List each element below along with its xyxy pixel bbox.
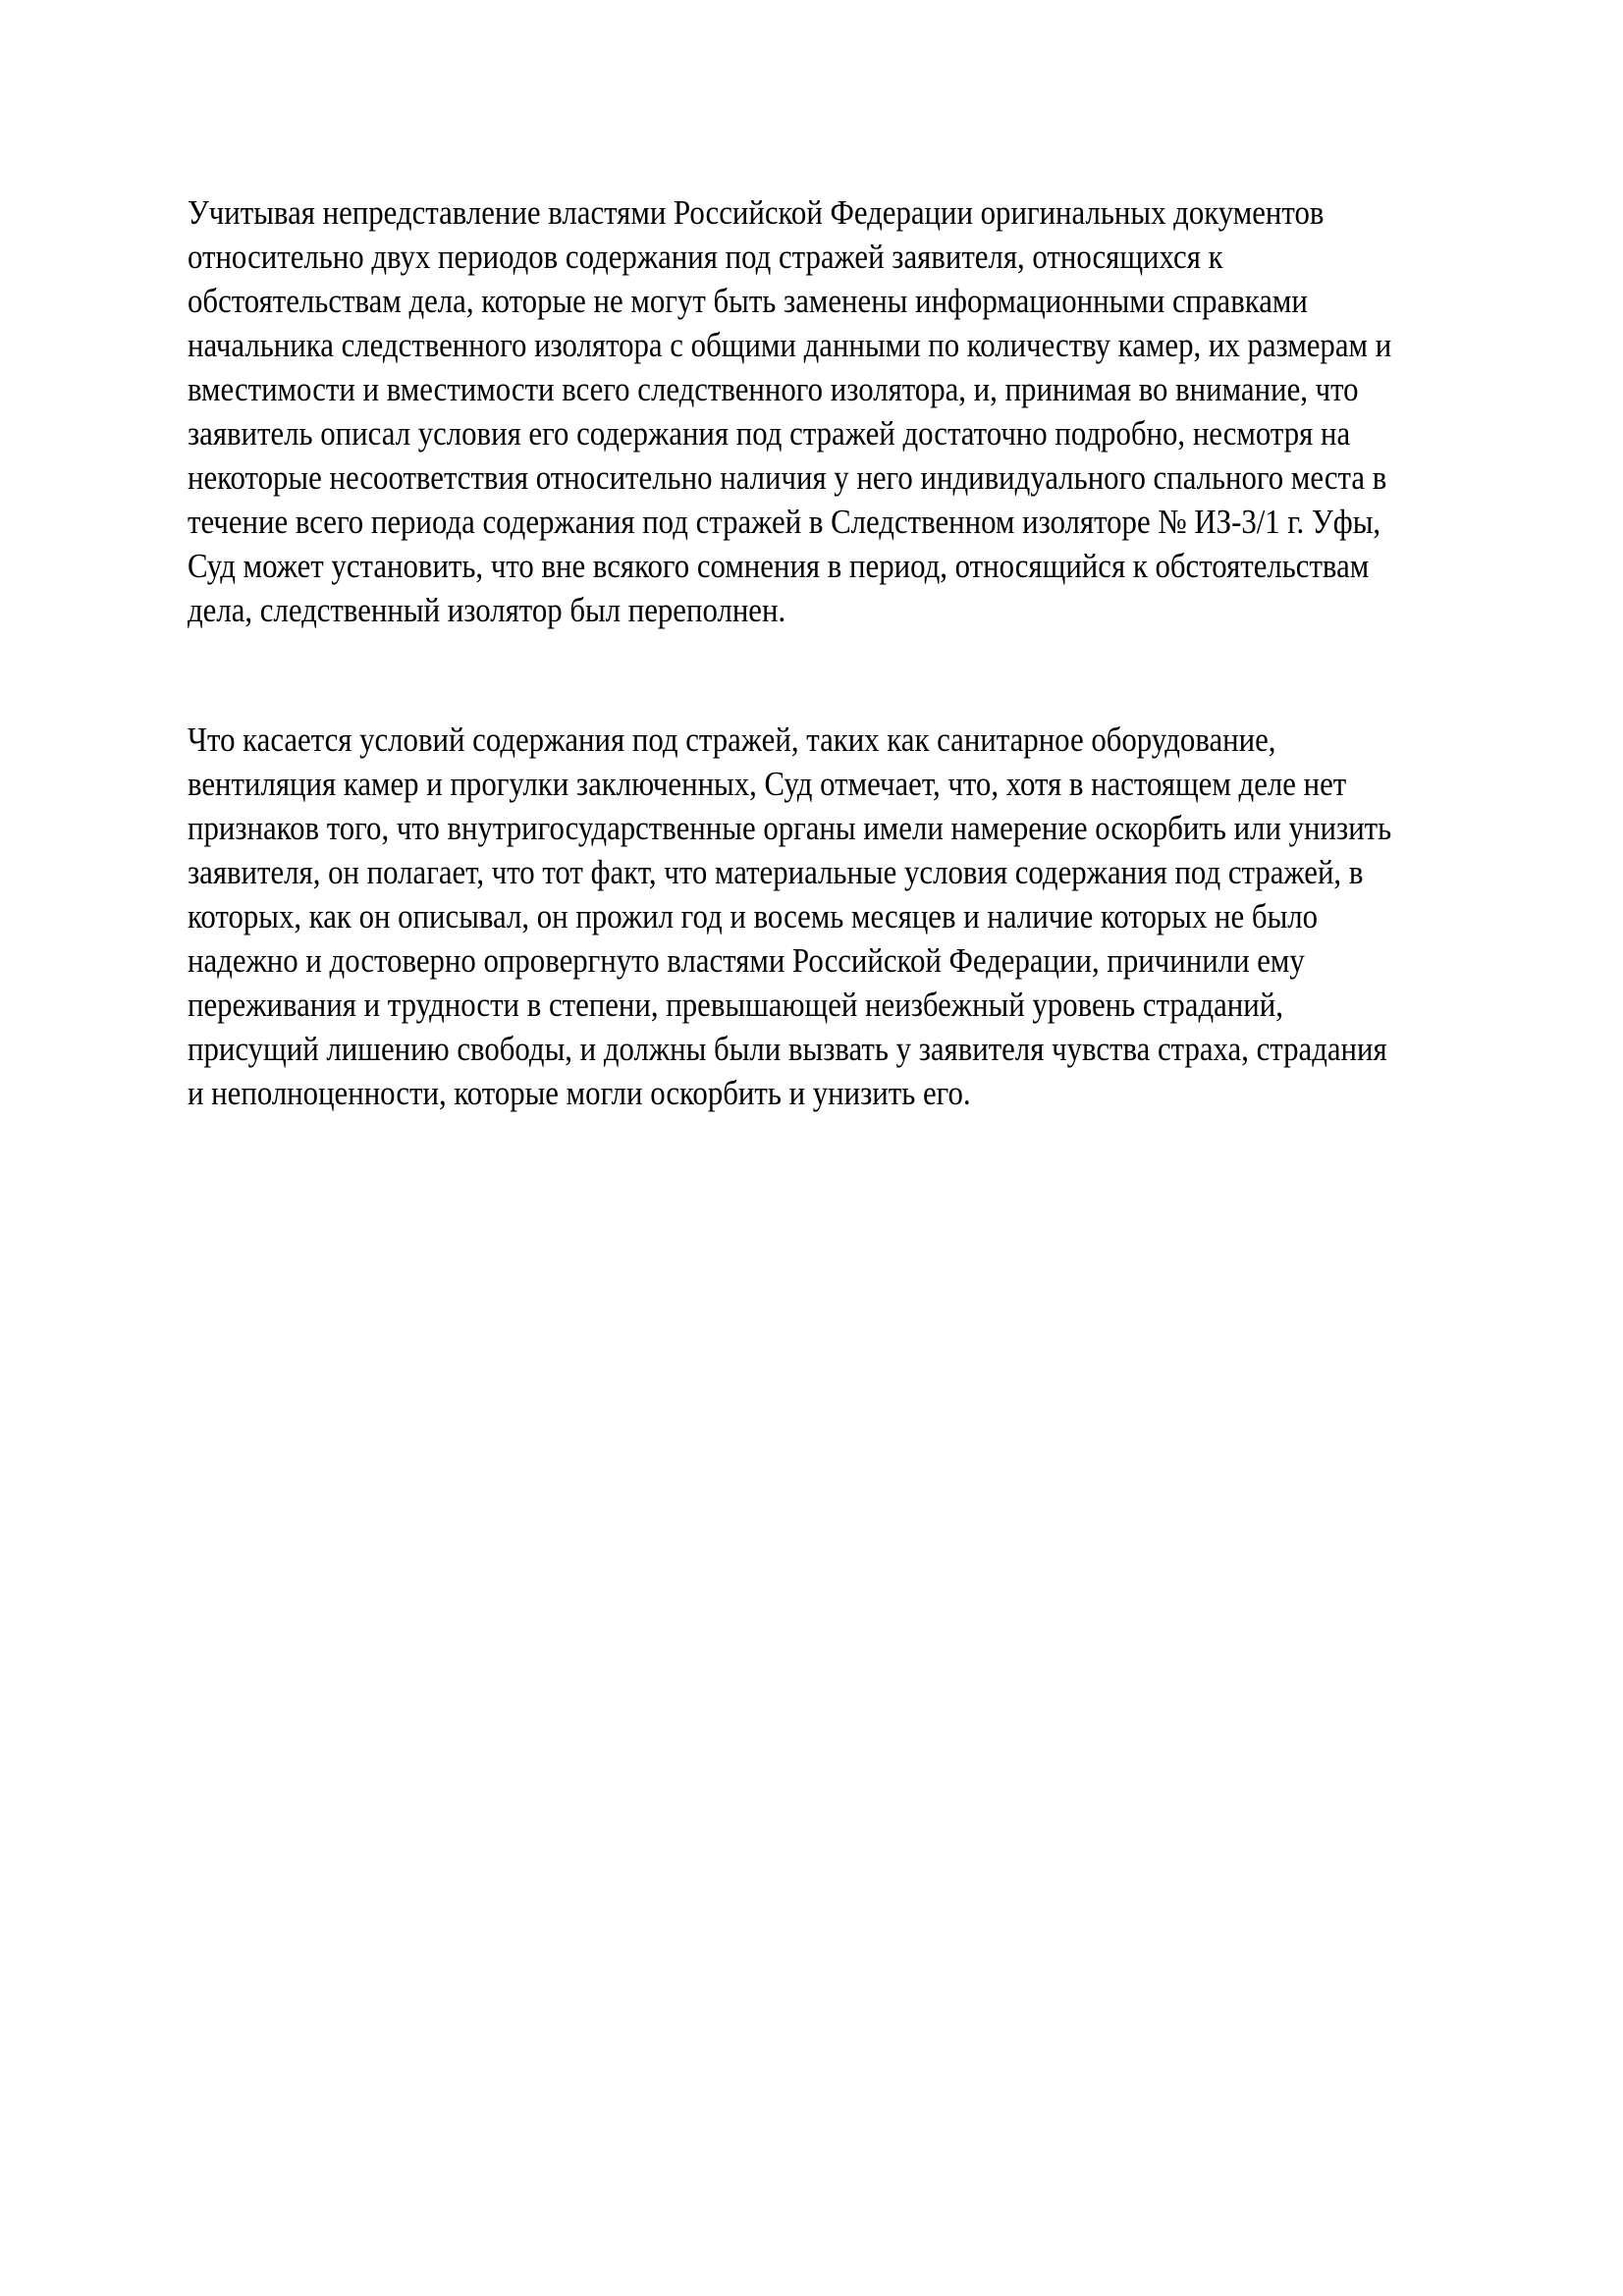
text-line: дела, следственный изолятор был переполнен. <box>188 591 786 629</box>
text-line: присущий лишению свободы, и должны были вызвать у заявителя чувства страха, страдания <box>188 1030 1387 1068</box>
paragraph-overcrowding <box>188 190 1391 632</box>
text-line: некоторые несоответствия относительно наличия у него индивидуального спального места в <box>188 458 1387 497</box>
text-line: признаков того, что внутригосударственные органы имели намерение оскорбить или унизить <box>188 809 1392 847</box>
text-line: заявитель описал условия его содержания под стражей достаточно подробно, несмотря на <box>188 414 1351 453</box>
text-line: начальника следственного изолятора с общими данными по количеству камер, их размерам и <box>188 326 1392 364</box>
text-line: вместимости и вместимости всего следственного изолятора, и, принимая во внимание, что <box>188 370 1359 408</box>
text-line: течение всего периода содержания под стражей в Следственном изоляторе № ИЗ-3/1 г. Уфы, <box>188 503 1381 541</box>
text-line: которых, как он описывал, он прожил год и восемь месяцев и наличие которых не было <box>188 897 1319 935</box>
text-line: переживания и трудности в степени, превышающей неизбежный уровень страданий, <box>188 986 1283 1024</box>
paragraph-conditions <box>188 718 1391 1115</box>
text-line: Учитывая непредставление властями Российской Федерации оригинальных документов <box>188 193 1325 232</box>
text-line: и неполноценности, которые могли оскорбить и унизить его. <box>188 1074 971 1112</box>
text-line: Суд может установить, что вне всякого сомнения в период, относящийся к обстоятельствам <box>188 547 1370 585</box>
text-line: Что касается условий содержания под стражей, таких как санитарное оборудование, <box>188 721 1276 759</box>
text-line: заявителя, он полагает, что тот факт, что материальные условия содержания под стражей, в <box>188 853 1364 891</box>
text-line: вентиляция камер и прогулки заключенных, Суд отмечает, что, хотя в настоящем деле нет <box>188 765 1347 803</box>
text-line: относительно двух периодов содержания под стражей заявителя, относящихся к <box>188 238 1223 276</box>
text-line: надежно и достоверно опровергнуто властями Российской Федерации, причинили ему <box>188 941 1305 980</box>
text-line: обстоятельствам дела, которые не могут быть заменены информационными справками <box>188 282 1308 320</box>
